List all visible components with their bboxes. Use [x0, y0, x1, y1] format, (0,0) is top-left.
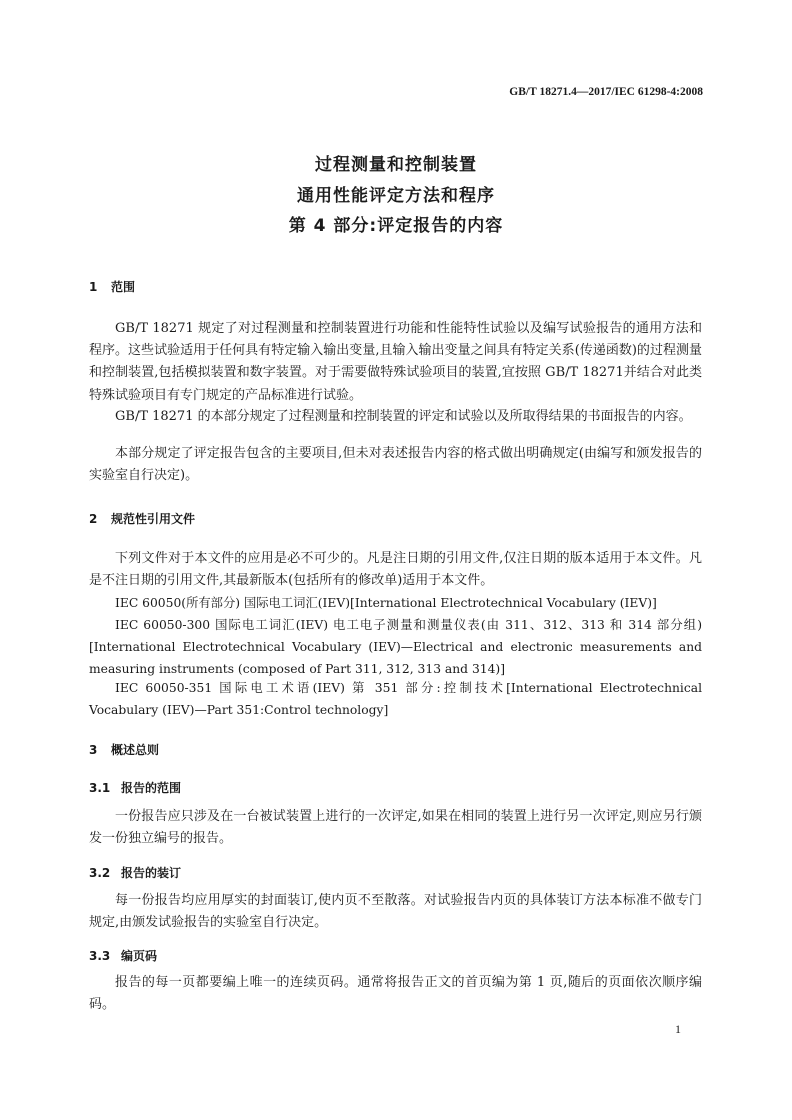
standard-number: GB/T 18271.4—2017/IEC 61298-4:2008	[509, 86, 703, 98]
section-3-title: 概述总则	[111, 743, 160, 757]
reference-iec-60050-300: IEC 60050-300 国际电工词汇(IEV) 电工电子测量和测量仪表(由 311、312、313 和 314 部分组)[International Electrotechnical Vocabulary (IEV)—Electrical and electronic measurements and measuring instruments (composed of Part 311, 312, 313 and 314)]	[89, 618, 702, 677]
section-2-number: 2	[89, 512, 98, 526]
section-3-1-title: 报告的范围	[121, 781, 182, 795]
section-1-paragraph-2: GB/T 18271 的本部分规定了过程测量和控制装置的评定和试验以及所取得结果的书面报告的内容。	[115, 409, 692, 424]
reference-iec-60050-351: IEC 60050-351 国际电工术语(IEV) 第 351 部分:控制技术[International Electrotechnical Vocabulary (IEV)—Part 351:Control technology]	[89, 681, 702, 718]
section-1-heading	[89, 278, 135, 295]
section-3-1-paragraph: 一份报告应只涉及在一台被试装置上进行的一次评定,如果在相同的装置上进行另一次评定,则应另行颁发一份独立编号的报告。	[89, 809, 702, 847]
section-3-3-number: 3.3	[89, 949, 111, 963]
section-3-number: 3	[89, 743, 98, 757]
section-2-paragraph-1: 下列文件对于本文件的应用是必不可少的。凡是注日期的引用文件,仅注日期的版本适用于本文件。凡是不注日期的引用文件,其最新版本(包括所有的修改单)适用于本文件。	[89, 551, 702, 589]
section-2-heading	[89, 510, 195, 527]
section-3-2-number: 3.2	[89, 866, 111, 880]
section-2-title: 规范性引用文件	[111, 512, 196, 526]
section-1-paragraph-1: GB/T 18271 规定了对过程测量和控制装置进行功能和性能特性试验以及编写试验报告的通用方法和程序。这些试验适用于任何具有特定输入输出变量,且输入输出变量之间具有特定关系(传递函数)的过程测量和控制装置,包括模拟装置和数字装置。对于需要做特殊试验项目的装置,宜按照 GB/T 18271并结合对此类特殊试验项目有专门规定的产品标准进行试验。	[89, 321, 702, 403]
section-3-heading	[89, 741, 159, 758]
section-1-number: 1	[89, 280, 98, 294]
section-3-1-number: 3.1	[89, 781, 111, 795]
reference-iec-60050: IEC 60050(所有部分) 国际电工词汇(IEV)[International Electrotechnical Vocabulary (IEV)]	[115, 596, 657, 610]
section-3-2-paragraph: 每一份报告均应用厚实的封面装订,使内页不至散落。对试验报告内页的具体装订方法本标准不做专门规定,由颁发试验报告的实验室自行决定。	[89, 893, 702, 931]
section-1-paragraph-3: 本部分规定了评定报告包含的主要项目,但未对表述报告内容的格式做出明确规定(由编写和颁发报告的实验室自行决定)。	[89, 446, 702, 484]
title-line-2: 通用性能评定方法和程序	[297, 186, 495, 206]
page-number: 1	[675, 1022, 681, 1036]
title-line-3: 第 4 部分:评定报告的内容	[288, 216, 504, 236]
section-3-1-heading	[89, 779, 181, 796]
section-3-2-title: 报告的装订	[121, 866, 182, 880]
section-3-3-heading	[89, 947, 157, 964]
section-3-2-heading	[89, 864, 181, 881]
section-3-3-paragraph: 报告的每一页都要编上唯一的连续页码。通常将报告正文的首页编为第 1 页,随后的页面依次顺序编码。	[89, 975, 702, 1013]
section-1-title: 范围	[111, 280, 136, 294]
title-line-1: 过程测量和控制装置	[315, 155, 477, 175]
section-3-3-title: 编页码	[121, 949, 158, 963]
